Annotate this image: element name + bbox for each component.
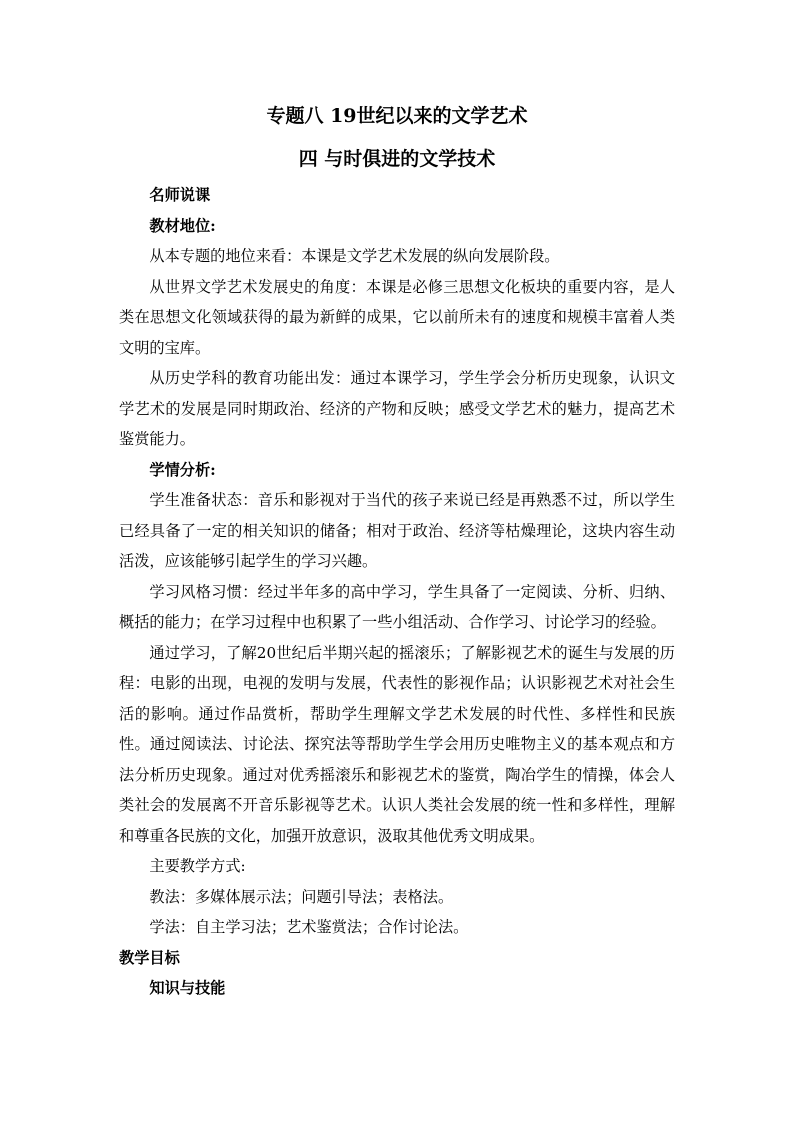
document-body (119, 180, 675, 1004)
document-title: 专题八 19世纪以来的文学艺术 (266, 105, 528, 127)
paragraph-student-readiness: 学生准备状态：音乐和影视对于当代的孩子来说已经是再熟悉不过，所以学生已经具备了一定的相关知识的储备；相对于政治、经济等枯燥理论，这块内容生动活泼，应该能够引起学生的学习兴趣。 (119, 491, 675, 570)
paragraph-topic-position: 从本专题的地位来看：本课是文学艺术发展的纵向发展阶段。 (149, 247, 560, 265)
paragraph-education-function: 从历史学科的教育功能出发：通过本课学习，学生学会分析历史现象，认识文学艺术的发展是同时期政治、经济的产物和反映；感受文学艺术的魅力，提高艺术鉴赏能力。 (119, 369, 675, 448)
heading-teacher-talk: 名师说课 (149, 186, 211, 204)
paragraph-world-literature: 从世界文学艺术发展史的角度：本课是必修三思想文化板块的重要内容，是人类在思想文化领域获得的最为新鲜的成果，它以前所未有的速度和规模丰富着人类文明的宝库。 (119, 277, 675, 357)
heading-teaching-objectives: 教学目标 (119, 948, 180, 967)
paragraph-learning-style: 学习风格习惯：经过半年多的高中学习，学生具备了一定阅读、分析、归纳、概括的能力；在学习过程中也积累了一些小组活动、合作学习、讨论学习的经验。 (119, 582, 675, 631)
document-subtitle: 四 与时俱进的文学技术 (298, 148, 496, 170)
paragraph-learning-goals: 通过学习，了解20世纪后半期兴起的摇滚乐；了解影视艺术的诞生与发展的历程：电影的出现，电视的发明与发展，代表性的影视作品；认识影视艺术对社会生活的影响。通过作品赏析，帮助学生理解文学艺术发展的时代性、多样性和民族性。通过阅读法、讨论法、探究法等帮助学生学会用历史唯物主义的基本观点和方法分析历史现象。通过对优秀摇滚乐和影视艺术的鉴赏，陶冶学生的情操，体会人类社会的发展离不开音乐影视等艺术。认识人类社会发展的统一性和多样性，理解和尊重各民族的文化，加强开放意识，汲取其他优秀文明成果。 (119, 643, 675, 845)
paragraph-teaching-methods-heading: 主要教学方式: (149, 857, 246, 875)
paragraph-teaching-method: 教法：多媒体展示法；问题引导法；表格法。 (149, 887, 454, 906)
paragraph-learning-method: 学法：自主学习法；艺术鉴赏法；合作讨论法。 (149, 918, 469, 936)
heading-knowledge-skills: 知识与技能 (149, 979, 226, 997)
heading-textbook-position: 教材地位: (149, 216, 216, 235)
heading-student-analysis: 学情分析: (149, 460, 216, 479)
